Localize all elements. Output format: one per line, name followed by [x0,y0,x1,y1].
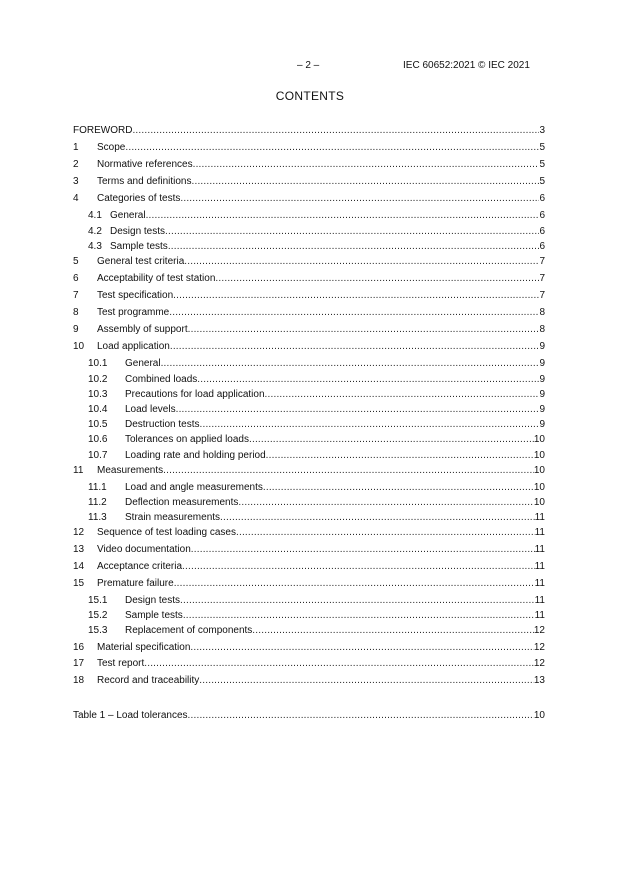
dot-leader [173,289,539,303]
toc-entry-label: Precautions for load application [125,389,265,400]
toc-entry-page: 7 [539,273,545,284]
toc-entry-page: 6 [539,210,545,221]
toc-entry-number: 4.1 [88,210,102,221]
toc-entry-number: 4 [73,193,79,204]
toc-entry-number: 1 [73,142,79,153]
toc-entry[interactable] [73,240,545,254]
toc-entry-label: Design tests [125,595,181,606]
toc-entry[interactable] [73,403,545,417]
toc-entry-label: Load and angle measurements [125,482,263,493]
toc-entry[interactable] [73,225,545,239]
toc-entry-number: 11.2 [88,497,107,508]
toc-entry-page: 11 [534,561,545,572]
toc-entry[interactable] [73,511,545,525]
toc-entry-label: Acceptability of test station [97,273,216,284]
dot-leader [168,240,540,254]
toc-entry-number: 10.1 [88,358,108,369]
toc-entry[interactable] [73,641,545,655]
toc-entry-label: Material specification [97,642,191,653]
dot-leader [163,464,534,478]
toc-entry-page: 3 [539,125,545,136]
toc-entry-page: 10 [533,497,545,508]
toc-entry-number: 15.2 [88,610,108,621]
toc-entry-label: Destruction tests [125,419,200,430]
toc-entry-label: Video documentation [97,544,191,555]
toc-entry-page: 11 [534,610,545,621]
dot-leader [132,124,539,138]
toc-entry-number: 15.3 [88,625,108,636]
dot-leader [197,373,539,387]
dot-leader [170,340,540,354]
toc-entry-label: Replacement of components [125,625,253,636]
dot-leader [238,496,533,510]
toc-entry-label: General [110,210,146,221]
toc-entry-label: Design tests [110,226,166,237]
toc-entry[interactable] [73,543,545,557]
toc-entry[interactable] [73,192,545,206]
toc-entry[interactable] [73,526,545,540]
toc-entry[interactable] [73,433,545,447]
toc-entry-page: 11 [534,578,545,589]
toc-entry-number: 11 [73,465,84,476]
toc-entry-page: 7 [539,256,545,267]
toc-entry-number: 10.5 [88,419,108,430]
table-entry-label: Table 1 – Load tolerances [73,710,188,721]
toc-entry[interactable] [73,373,545,387]
toc-entry-label: Test programme [97,307,170,318]
toc-entry-page: 8 [539,307,545,318]
toc-entry[interactable] [73,560,545,574]
dot-leader [252,624,534,638]
toc-entry-label: Sequence of test loading cases [97,527,236,538]
toc-entry-number: 14 [73,561,85,572]
toc-entry-number: 10.6 [88,434,108,445]
toc-entry[interactable] [73,577,545,591]
dot-leader [146,209,540,223]
table-entry-page: 10 [533,710,545,721]
toc-entry[interactable] [73,609,545,623]
dot-leader [180,594,535,608]
toc-entry-page: 11 [534,595,545,606]
toc-entry-page: 10 [533,450,545,461]
toc-entry-page: 10 [533,434,545,445]
dot-leader [188,323,540,337]
toc-entry-page: 9 [539,374,545,385]
toc-entry[interactable] [73,481,545,495]
toc-entry-label: Scope [97,142,126,153]
toc-entry-label: Test report [97,658,145,669]
toc-entry-page: 11 [534,544,545,555]
toc-entry-number: 11.1 [88,482,107,493]
toc-entry[interactable] [73,449,545,463]
toc-entry-number: 17 [73,658,85,669]
toc-entry-label: Test specification [97,290,174,301]
toc-entry-label: Assembly of support [97,324,188,335]
dot-leader [183,609,535,623]
toc-entry-page: 7 [539,290,545,301]
toc-entry[interactable] [73,289,545,303]
toc-entry-page: 9 [539,419,545,430]
dot-leader [215,272,539,286]
toc-entry-label: Loading rate and holding period [125,450,266,461]
toc-entry-number: 10 [73,341,85,352]
toc-entry[interactable] [73,418,545,432]
page-title: CONTENTS [275,89,345,103]
toc-entry-number: 15.1 [88,595,108,606]
toc-entry[interactable] [73,175,545,189]
toc-entry-label: Deflection measurements [125,497,239,508]
toc-entry-page: 10 [533,482,545,493]
toc-entry-page: 13 [533,675,545,686]
toc-entry-page: 9 [539,389,545,400]
toc-entry-label: Load levels [125,404,176,415]
toc-entry-number: 4.2 [88,226,102,237]
toc-entry-number: 18 [73,675,85,686]
toc-entry-label: Categories of tests [97,193,181,204]
toc-entry-number: 8 [73,307,79,318]
toc-entry-label: Load application [97,341,170,352]
toc-entry-label: Strain measurements [125,512,221,523]
toc-entry[interactable] [73,124,545,138]
dot-leader [125,141,539,155]
dot-leader [184,255,539,269]
toc-entry-number: 2 [73,159,79,170]
toc-entry-label: General [125,358,161,369]
toc-entry-page: 9 [539,404,545,415]
toc-entry-page: 10 [533,465,545,476]
toc-entry[interactable] [73,340,545,354]
toc-entry-label: Tolerances on applied loads [125,434,249,445]
toc-entry-number: 16 [73,642,85,653]
dot-leader [169,306,539,320]
dot-leader [265,388,540,402]
toc-entry-number: 15 [73,578,85,589]
toc-entry-page: 6 [539,193,545,204]
toc-entry-page: 5 [539,159,545,170]
toc-entry-number: 10.7 [88,450,108,461]
toc-entry[interactable] [73,272,545,286]
dot-leader [263,481,534,495]
toc-entry-label: General test criteria [97,256,185,267]
toc-entry-number: 10.2 [88,374,108,385]
toc-entry-page: 6 [539,241,545,252]
dot-leader [174,577,535,591]
toc-entry[interactable] [73,323,545,337]
toc-entry[interactable] [73,657,545,671]
toc-entry-number: 6 [73,273,79,284]
dot-leader [236,526,535,540]
toc-entry-page: 12 [533,658,545,669]
toc-entry-number: 9 [73,324,79,335]
toc-entry-label: Combined loads [125,374,198,385]
toc-entry[interactable] [73,209,545,223]
toc-entry-number: 3 [73,176,79,187]
toc-entry-number: 13 [73,544,85,555]
toc-entry-number: 4.3 [88,241,102,252]
dot-leader [144,657,534,671]
toc-entry-number: 12 [73,527,85,538]
toc-entry-page: 6 [539,226,545,237]
table-list-entry[interactable] [73,709,545,723]
toc-entry-label: Sample tests [110,241,168,252]
toc-entry-label: Premature failure [97,578,174,589]
toc-entry-label: FOREWORD [73,125,133,136]
dot-leader [180,192,539,206]
toc-entry-label: Record and traceability [97,675,200,686]
dot-leader [188,709,534,723]
toc-entry[interactable] [73,357,545,371]
dot-leader [192,175,540,189]
toc-entry-page: 5 [539,176,545,187]
toc-entry-page: 9 [539,358,545,369]
toc-entry-page: 12 [533,625,545,636]
dot-leader [176,403,540,417]
dot-leader [199,418,539,432]
toc-entry-page: 11 [534,512,545,523]
toc-entry[interactable] [73,141,545,155]
dot-leader [165,225,539,239]
page-number: – 2 – [297,60,320,71]
dot-leader [161,357,540,371]
dot-leader [266,449,534,463]
toc-entry-page: 8 [539,324,545,335]
toc-entry-page: 12 [533,642,545,653]
toc-entry[interactable] [73,388,545,402]
toc-entry[interactable] [73,306,545,320]
toc-entry[interactable] [73,624,545,638]
toc-entry[interactable] [73,594,545,608]
toc-entry[interactable] [73,674,545,688]
standard-reference: IEC 60652:2021 © IEC 2021 [403,60,530,71]
dot-leader [193,158,540,172]
dot-leader [191,543,535,557]
toc-entry-page: 11 [534,527,545,538]
dot-leader [190,641,534,655]
dot-leader [249,433,534,447]
toc-entry-label: Measurements [97,465,164,476]
toc-entry[interactable] [73,158,545,172]
toc-entry-number: 5 [73,256,79,267]
dot-leader [220,511,535,525]
toc-entry-label: Normative references [97,159,193,170]
toc-entry-number: 10.4 [88,404,108,415]
dot-leader [199,674,534,688]
toc-entry-number: 10.3 [88,389,108,400]
toc-entry[interactable] [73,496,545,510]
toc-entry-page: 9 [539,341,545,352]
toc-entry[interactable] [73,464,545,478]
dot-leader [182,560,535,574]
toc-entry-page: 5 [539,142,545,153]
toc-entry-label: Terms and definitions [97,176,192,187]
toc-entry-label: Acceptance criteria [97,561,183,572]
toc-entry-number: 7 [73,290,79,301]
toc-entry-number: 11.3 [88,512,107,523]
toc-entry-label: Sample tests [125,610,183,621]
toc-entry[interactable] [73,255,545,269]
